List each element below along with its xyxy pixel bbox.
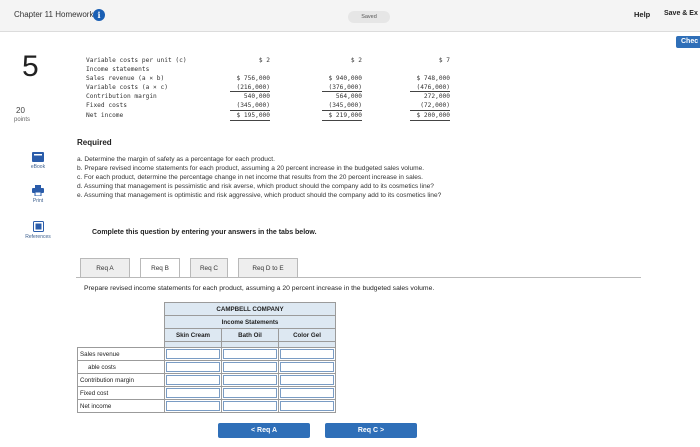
panel-prompt: Prepare revised income statements for each product, assuming a 20 percent increase in the budgeted sales volume. bbox=[84, 285, 435, 292]
tab-req-a[interactable]: Req A bbox=[80, 258, 130, 278]
contribution-margin-skin-cream-input[interactable] bbox=[166, 375, 220, 385]
given-cell: (376,000) bbox=[328, 84, 362, 91]
given-unit-cost: $ 2 bbox=[350, 57, 362, 64]
given-cell: 564,000 bbox=[335, 93, 362, 100]
given-cell: 272,000 bbox=[423, 93, 450, 100]
row-label-sales-revenue: Sales revenue bbox=[78, 348, 165, 361]
fixed-cost-bath-oil-input[interactable] bbox=[223, 388, 277, 398]
row-label-fixed-cost: Fixed cost bbox=[78, 387, 165, 400]
tab-req-c[interactable]: Req C bbox=[190, 258, 228, 278]
top-bar bbox=[0, 0, 700, 32]
references-tool[interactable] bbox=[20, 221, 56, 240]
net-income-bath-oil-input[interactable] bbox=[223, 401, 277, 411]
print-tool[interactable] bbox=[20, 185, 56, 204]
statement-title: Income Statements bbox=[165, 316, 336, 329]
tab-req-d-to-e[interactable]: Req D to E bbox=[238, 258, 298, 278]
given-cell: (216,000) bbox=[236, 84, 270, 91]
given-cell: $ 748,000 bbox=[416, 75, 450, 82]
fixed-cost-color-gel-input[interactable] bbox=[280, 388, 334, 398]
print-label: Print bbox=[32, 198, 44, 204]
saved-status: Saved bbox=[348, 11, 390, 23]
required-heading: Required bbox=[77, 138, 112, 147]
given-row-label: Sales revenue (a × b) bbox=[86, 75, 165, 82]
variable-costs-skin-cream-input[interactable] bbox=[166, 362, 220, 372]
required-item-e: e. Assuming that management is optimistic and risk aggressive, which product should the company add to its cosmetics line? bbox=[77, 192, 442, 199]
given-row-label: Contribution margin bbox=[86, 93, 157, 100]
points-label: points bbox=[14, 117, 31, 123]
given-cell: $ 200,000 bbox=[416, 112, 450, 119]
table-row bbox=[78, 374, 336, 387]
given-cell: $ 940,000 bbox=[328, 75, 362, 82]
required-item-c: c. For each product, determine the percentage change in net income that results from the 20 percent increase in sales. bbox=[77, 174, 423, 181]
question-number: 5 bbox=[22, 50, 39, 83]
info-icon[interactable]: i bbox=[93, 9, 105, 21]
given-cell: $ 756,000 bbox=[236, 75, 270, 82]
col-header-skin-cream: Skin Cream bbox=[165, 329, 222, 342]
assignment-title: Chapter 11 Homework bbox=[14, 10, 94, 19]
table-row bbox=[78, 400, 336, 413]
given-cell: $ 219,000 bbox=[328, 112, 362, 119]
income-statement-table bbox=[77, 302, 336, 413]
required-item-d: d. Assuming that management is pessimistic and risk averse, which product should the company add to its cosmetics line? bbox=[77, 183, 434, 190]
given-cell: (345,000) bbox=[328, 102, 362, 109]
table-row bbox=[78, 348, 336, 361]
ebook-label: eBook bbox=[30, 164, 46, 170]
given-row-label: Variable costs per unit (c) bbox=[86, 57, 187, 64]
given-cell: $ 195,000 bbox=[236, 112, 270, 119]
row-label-variable-costs: able costs bbox=[78, 361, 165, 374]
given-row-label: Net income bbox=[86, 112, 124, 119]
fixed-cost-skin-cream-input[interactable] bbox=[166, 388, 220, 398]
references-icon bbox=[33, 221, 44, 232]
row-label-net-income: Net income bbox=[78, 400, 165, 413]
complete-instructions: Complete this question by entering your answers in the tabs below. bbox=[92, 229, 317, 236]
ebook-tool[interactable] bbox=[20, 152, 56, 170]
help-link[interactable]: Help bbox=[634, 10, 651, 19]
given-row-label: Income statements bbox=[86, 66, 150, 73]
given-unit-cost: $ 2 bbox=[258, 57, 270, 64]
given-cell: (72,000) bbox=[420, 102, 450, 109]
next-req-c-button[interactable]: Req C > bbox=[325, 423, 417, 438]
sales-revenue-bath-oil-input[interactable] bbox=[223, 349, 277, 359]
print-icon bbox=[32, 185, 44, 196]
given-row-label: Fixed costs bbox=[86, 102, 127, 109]
given-cell: (476,000) bbox=[416, 84, 450, 91]
given-row-label: Variable costs (a × c) bbox=[86, 84, 168, 91]
check-my-work-button[interactable]: Chec bbox=[676, 36, 700, 48]
variable-costs-color-gel-input[interactable] bbox=[280, 362, 334, 372]
given-cell: 540,000 bbox=[243, 93, 270, 100]
sales-revenue-color-gel-input[interactable] bbox=[280, 349, 334, 359]
col-header-color-gel: Color Gel bbox=[279, 329, 336, 342]
book-icon bbox=[32, 152, 44, 162]
contribution-margin-color-gel-input[interactable] bbox=[280, 375, 334, 385]
tab-req-b[interactable]: Req B bbox=[140, 258, 180, 278]
required-item-a: a. Determine the margin of safety as a percentage for each product. bbox=[77, 156, 275, 163]
net-income-color-gel-input[interactable] bbox=[280, 401, 334, 411]
sales-revenue-skin-cream-input[interactable] bbox=[166, 349, 220, 359]
save-exit-link[interactable]: Save & Ex bbox=[664, 10, 698, 17]
given-unit-cost: $ 7 bbox=[438, 57, 450, 64]
variable-costs-bath-oil-input[interactable] bbox=[223, 362, 277, 372]
points-value: 20 bbox=[16, 106, 25, 115]
net-income-skin-cream-input[interactable] bbox=[166, 401, 220, 411]
references-label: References bbox=[25, 234, 51, 240]
table-row bbox=[78, 387, 336, 400]
contribution-margin-bath-oil-input[interactable] bbox=[223, 375, 277, 385]
col-header-bath-oil: Bath Oil bbox=[222, 329, 279, 342]
row-label-contribution-margin: Contribution margin bbox=[78, 374, 165, 387]
table-row bbox=[78, 361, 336, 374]
required-item-b: b. Prepare revised income statements for each product, assuming a 20 percent increase in the budgeted sales volume. bbox=[77, 165, 425, 172]
prev-req-a-button[interactable]: < Req A bbox=[218, 423, 310, 438]
given-cell: (345,000) bbox=[236, 102, 270, 109]
company-name: CAMPBELL COMPANY bbox=[165, 303, 336, 316]
